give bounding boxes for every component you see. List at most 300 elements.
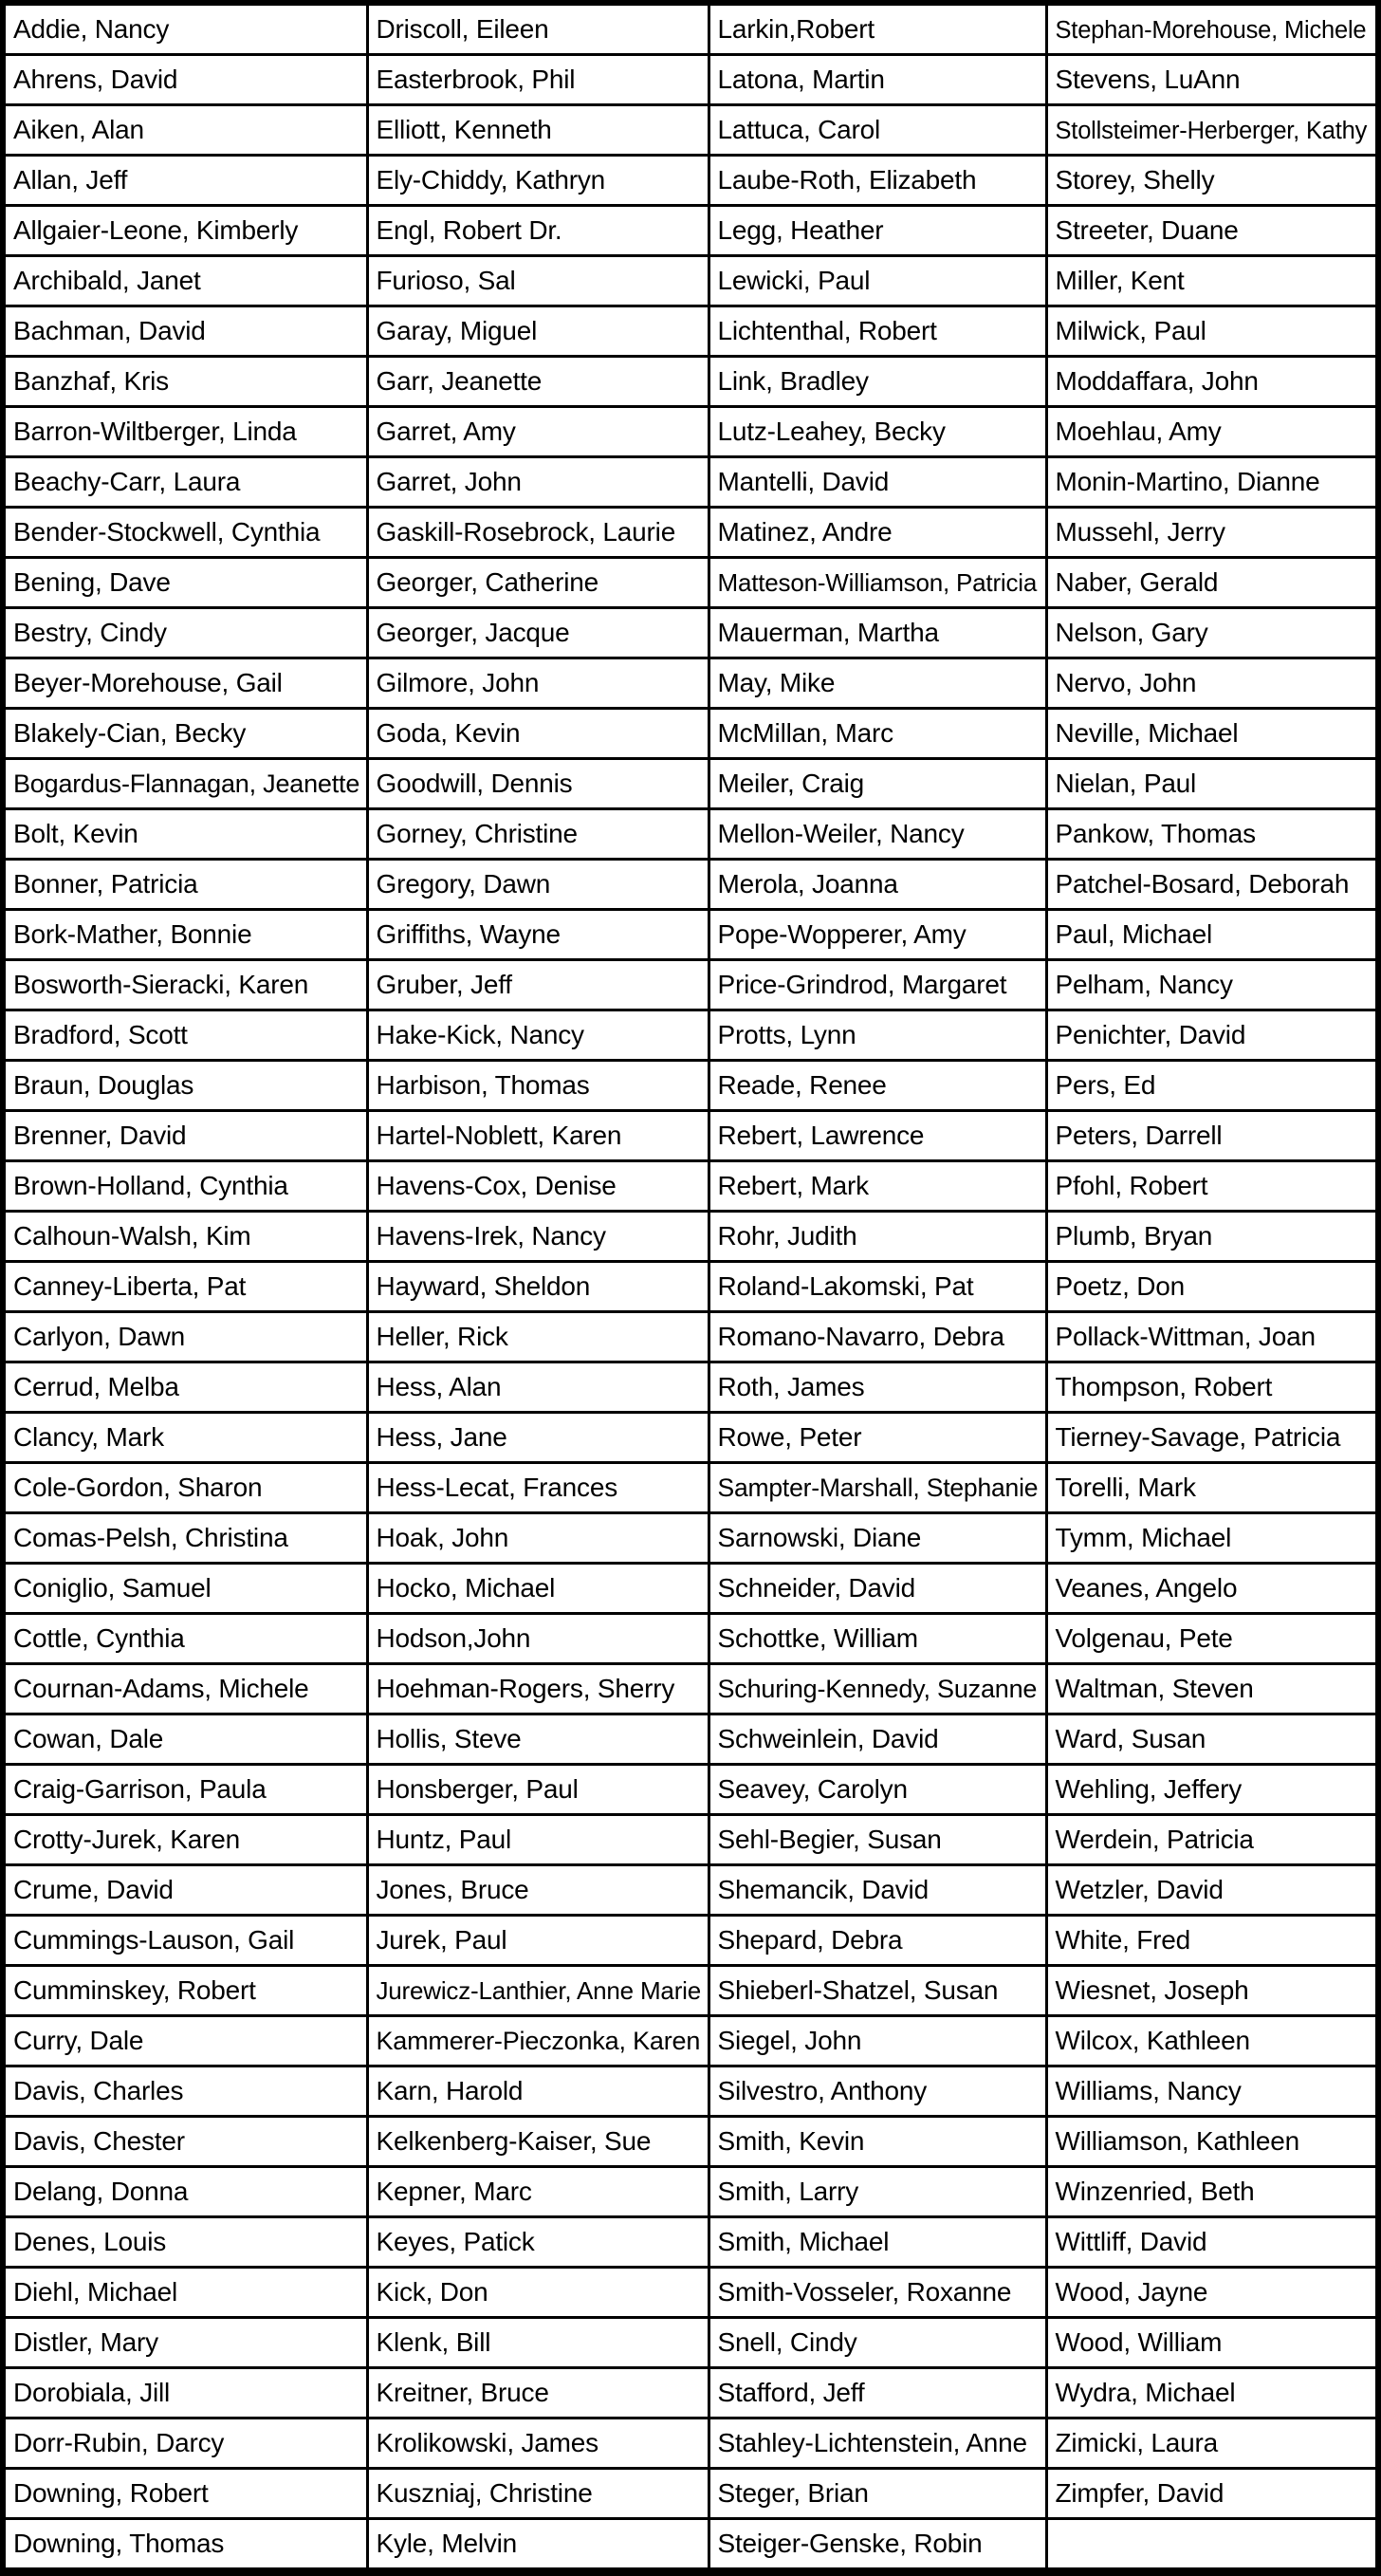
- name-cell: [1046, 2268, 1378, 2318]
- name-label: Gilmore, John: [376, 668, 540, 697]
- table-row: [3, 1161, 1378, 1212]
- name-label: Nielan, Paul: [1055, 769, 1197, 798]
- table-row: [3, 1765, 1378, 1815]
- name-label: Clancy, Mark: [13, 1422, 164, 1452]
- name-cell: [367, 2217, 709, 2268]
- name-label: Downing, Thomas: [13, 2529, 225, 2558]
- name-label: Silvestro, Anthony: [717, 2076, 928, 2105]
- name-label: Hollis, Steve: [376, 1724, 522, 1753]
- name-cell: [367, 407, 709, 457]
- name-label: Schottke, William: [717, 1623, 918, 1653]
- name-label: Moddaffara, John: [1055, 366, 1259, 396]
- name-label: Huntz, Paul: [376, 1825, 512, 1854]
- name-cell: [367, 1111, 709, 1161]
- name-cell: [3, 2066, 367, 2117]
- name-cell: [1046, 1564, 1378, 1614]
- name-label: Beyer-Morehouse, Gail: [13, 668, 283, 697]
- name-label: Lewicki, Paul: [717, 266, 871, 295]
- name-cell: [367, 55, 709, 105]
- name-label: Garret, John: [376, 467, 522, 496]
- name-cell: [1046, 2217, 1378, 2268]
- name-label: Diehl, Michael: [13, 2277, 178, 2307]
- table-row: [3, 1463, 1378, 1513]
- table-row: [3, 1916, 1378, 1966]
- table-row: [3, 1061, 1378, 1111]
- name-label: Zimpfer, David: [1055, 2478, 1224, 2508]
- name-cell: [3, 1010, 367, 1061]
- name-label: Matinez, Andre: [717, 517, 893, 547]
- name-cell: [1046, 608, 1378, 658]
- name-label: Driscoll, Eileen: [376, 14, 549, 44]
- name-cell: [367, 256, 709, 306]
- name-cell: [367, 1916, 709, 1966]
- table-row: [3, 1413, 1378, 1463]
- name-cell: [367, 709, 709, 759]
- name-cell: [1046, 1664, 1378, 1714]
- name-label: Distler, Mary: [13, 2327, 158, 2357]
- name-label: Kreitner, Bruce: [376, 2378, 549, 2407]
- name-label: Steiger-Genske, Robin: [717, 2529, 983, 2558]
- name-cell: [367, 1815, 709, 1865]
- name-label: Storey, Shelly: [1055, 165, 1215, 195]
- name-cell: [3, 1362, 367, 1413]
- name-cell: [3, 1312, 367, 1362]
- name-label: Wetzler, David: [1055, 1875, 1224, 1904]
- name-cell: [1046, 2117, 1378, 2167]
- name-label: McMillan, Marc: [717, 718, 893, 748]
- name-cell: [1046, 1463, 1378, 1513]
- name-cell: [1046, 558, 1378, 608]
- name-cell: [3, 1815, 367, 1865]
- name-cell: [1046, 105, 1378, 156]
- name-cell: [709, 1212, 1046, 1262]
- name-cell: [3, 3, 367, 55]
- name-cell: [709, 2016, 1046, 2066]
- name-label: Hoak, John: [376, 1523, 509, 1552]
- name-cell: [1046, 860, 1378, 910]
- table-row: [3, 1865, 1378, 1916]
- name-label: Stahley-Lichtenstein, Anne: [717, 2428, 1027, 2457]
- name-label: Krolikowski, James: [376, 2428, 598, 2457]
- name-label: Link, Bradley: [717, 366, 869, 396]
- name-label: Bork-Mather, Bonnie: [13, 919, 252, 949]
- name-cell: [1046, 3, 1378, 55]
- name-cell: [3, 2268, 367, 2318]
- name-label: Schuring-Kennedy, Suzanne: [717, 1675, 1038, 1703]
- name-cell: [709, 2469, 1046, 2519]
- name-cell: [1046, 1614, 1378, 1664]
- name-cell: [367, 960, 709, 1010]
- name-label: Delang, Donna: [13, 2177, 189, 2206]
- name-label: Harbison, Thomas: [376, 1070, 590, 1100]
- name-cell: [1046, 759, 1378, 809]
- name-cell: [709, 156, 1046, 206]
- name-cell: [367, 608, 709, 658]
- name-cell: [709, 1815, 1046, 1865]
- table-row: [3, 2066, 1378, 2117]
- name-label: Furioso, Sal: [376, 266, 516, 295]
- name-label: Honsberger, Paul: [376, 1774, 579, 1804]
- table-row: [3, 1614, 1378, 1664]
- name-cell: [709, 457, 1046, 508]
- name-label: Smith, Michael: [717, 2227, 890, 2256]
- name-cell: [1046, 156, 1378, 206]
- name-label: Wittliff, David: [1055, 2227, 1207, 2256]
- name-cell: [1046, 1161, 1378, 1212]
- name-cell: [3, 1714, 367, 1765]
- table-row: [3, 910, 1378, 960]
- table-row: [3, 2368, 1378, 2418]
- name-cell: [709, 2066, 1046, 2117]
- name-label: Cumminskey, Robert: [13, 1975, 256, 2005]
- name-cell: [3, 1765, 367, 1815]
- name-cell: [709, 2117, 1046, 2167]
- name-label: Elliott, Kenneth: [376, 115, 552, 144]
- name-label: Torelli, Mark: [1055, 1473, 1196, 1502]
- name-label: Crotty-Jurek, Karen: [13, 1825, 240, 1854]
- name-cell: [709, 960, 1046, 1010]
- name-cell: [1046, 1966, 1378, 2016]
- name-label: Pelham, Nancy: [1055, 970, 1233, 999]
- name-cell: [1046, 1010, 1378, 1061]
- name-label: Heller, Rick: [376, 1322, 508, 1351]
- name-label: Pope-Wopperer, Amy: [717, 919, 967, 949]
- name-cell: [1046, 407, 1378, 457]
- name-cell: [3, 206, 367, 256]
- name-label: Stephan-Morehouse, Michele: [1055, 17, 1367, 44]
- name-cell: [1046, 1815, 1378, 1865]
- name-label: Gaskill-Rosebrock, Laurie: [376, 517, 676, 547]
- name-cell: [709, 55, 1046, 105]
- name-cell: [3, 558, 367, 608]
- name-cell: [3, 759, 367, 809]
- name-cell: [3, 1664, 367, 1714]
- name-cell: [1046, 1061, 1378, 1111]
- name-label: Bosworth-Sieracki, Karen: [13, 970, 309, 999]
- name-label: Bender-Stockwell, Cynthia: [13, 517, 321, 547]
- name-cell: [3, 2519, 367, 2572]
- name-cell: [367, 2016, 709, 2066]
- name-cell: [3, 1161, 367, 1212]
- table-row: [3, 2268, 1378, 2318]
- name-label: Hocko, Michael: [376, 1573, 556, 1603]
- name-cell: [709, 508, 1046, 558]
- name-label: Schneider, David: [717, 1573, 915, 1603]
- name-label: Davis, Chester: [13, 2126, 185, 2156]
- name-label: Wiesnet, Joseph: [1055, 1975, 1249, 2005]
- name-cell: [1046, 206, 1378, 256]
- name-cell: [709, 558, 1046, 608]
- name-cell: [367, 1362, 709, 1413]
- name-label: Wehling, Jeffery: [1055, 1774, 1243, 1804]
- name-label: Keyes, Patick: [376, 2227, 535, 2256]
- table-row: [3, 1010, 1378, 1061]
- name-cell: [1046, 2519, 1378, 2572]
- name-label: Laube-Roth, Elizabeth: [717, 165, 977, 195]
- name-cell: [3, 2217, 367, 2268]
- name-cell: [367, 2117, 709, 2167]
- name-label: Archibald, Janet: [13, 266, 201, 295]
- name-label: Allgaier-Leone, Kimberly: [13, 215, 299, 245]
- name-label: Tierney-Savage, Patricia: [1055, 1422, 1341, 1452]
- name-label: Pers, Ed: [1055, 1070, 1156, 1100]
- name-cell: [3, 156, 367, 206]
- name-cell: [1046, 2016, 1378, 2066]
- name-cell: [3, 1212, 367, 1262]
- name-cell: [709, 1765, 1046, 1815]
- name-label: Rowe, Peter: [717, 1422, 862, 1452]
- name-label: Gorney, Christine: [376, 819, 578, 848]
- name-label: Naber, Gerald: [1055, 567, 1219, 597]
- name-label: Allan, Jeff: [13, 165, 128, 195]
- name-label: Mussehl, Jerry: [1055, 517, 1225, 547]
- name-label: Reade, Renee: [717, 1070, 887, 1100]
- name-cell: [709, 2519, 1046, 2572]
- name-label: Cerrud, Melba: [13, 1372, 179, 1401]
- name-cell: [367, 1765, 709, 1815]
- table-row: [3, 1312, 1378, 1362]
- name-cell: [1046, 960, 1378, 1010]
- name-label: Legg, Heather: [717, 215, 884, 245]
- name-cell: [1046, 2167, 1378, 2217]
- name-cell: [367, 910, 709, 960]
- name-cell: [709, 1161, 1046, 1212]
- name-cell: [3, 709, 367, 759]
- name-cell: [367, 1966, 709, 2016]
- name-cell: [367, 2469, 709, 2519]
- table-row: [3, 1815, 1378, 1865]
- table-row: [3, 2117, 1378, 2167]
- name-cell: [709, 658, 1046, 709]
- name-cell: [1046, 1865, 1378, 1916]
- table-row: [3, 658, 1378, 709]
- name-cell: [3, 2016, 367, 2066]
- name-cell: [3, 357, 367, 407]
- name-cell: [3, 809, 367, 860]
- name-label: Rebert, Lawrence: [717, 1121, 925, 1150]
- name-label: Williams, Nancy: [1055, 2076, 1242, 2105]
- name-label: Waltman, Steven: [1055, 1674, 1254, 1703]
- name-cell: [367, 1010, 709, 1061]
- name-cell: [367, 1161, 709, 1212]
- name-cell: [709, 306, 1046, 357]
- name-cell: [367, 2368, 709, 2418]
- name-cell: [709, 759, 1046, 809]
- name-cell: [3, 860, 367, 910]
- name-cell: [1046, 1312, 1378, 1362]
- name-label: Mellon-Weiler, Nancy: [717, 819, 965, 848]
- name-cell: [3, 306, 367, 357]
- name-label: Griffiths, Wayne: [376, 919, 561, 949]
- name-label: Hess-Lecat, Frances: [376, 1473, 618, 1502]
- name-cell: [367, 1714, 709, 1765]
- name-cell: [1046, 809, 1378, 860]
- name-cell: [1046, 1413, 1378, 1463]
- name-cell: [709, 256, 1046, 306]
- name-label: Cole-Gordon, Sharon: [13, 1473, 263, 1502]
- name-cell: [709, 608, 1046, 658]
- name-label: Craig-Garrison, Paula: [13, 1774, 267, 1804]
- table-row: [3, 1111, 1378, 1161]
- name-cell: [1046, 2368, 1378, 2418]
- name-label: Paul, Michael: [1055, 919, 1212, 949]
- name-label: Pfohl, Robert: [1055, 1171, 1208, 1200]
- table-row: [3, 457, 1378, 508]
- name-cell: [709, 2167, 1046, 2217]
- name-cell: [1046, 1714, 1378, 1765]
- name-cell: [367, 457, 709, 508]
- name-cell: [367, 1413, 709, 1463]
- name-label: Ahrens, David: [13, 65, 178, 94]
- name-label: Protts, Lynn: [717, 1020, 856, 1049]
- name-label: Georger, Catherine: [376, 567, 599, 597]
- name-cell: [3, 1413, 367, 1463]
- name-cell: [367, 1262, 709, 1312]
- name-directory-table-body: [3, 3, 1378, 2572]
- table-row: [3, 2519, 1378, 2572]
- name-label: Plumb, Bryan: [1055, 1221, 1213, 1251]
- name-label: White, Fred: [1055, 1925, 1191, 1955]
- name-cell: [3, 2368, 367, 2418]
- name-label: Merola, Joanna: [717, 869, 898, 899]
- name-cell: [367, 809, 709, 860]
- name-cell: [709, 2217, 1046, 2268]
- name-label: Coniglio, Samuel: [13, 1573, 212, 1603]
- name-label: Kuszniaj, Christine: [376, 2478, 593, 2508]
- name-label: Kammerer-Pieczonka, Karen: [376, 2027, 701, 2055]
- name-label: Calhoun-Walsh, Kim: [13, 1221, 251, 1251]
- name-label: Bradford, Scott: [13, 1020, 188, 1049]
- name-cell: [1046, 658, 1378, 709]
- name-cell: [709, 1010, 1046, 1061]
- name-label: Shemancik, David: [717, 1875, 929, 1904]
- name-cell: [709, 1413, 1046, 1463]
- name-label: Brown-Holland, Cynthia: [13, 1171, 288, 1200]
- name-cell: [367, 2519, 709, 2572]
- table-row: [3, 357, 1378, 407]
- name-cell: [3, 910, 367, 960]
- name-cell: [709, 3, 1046, 55]
- name-cell: [367, 1865, 709, 1916]
- table-row: [3, 508, 1378, 558]
- name-label: Nervo, John: [1055, 668, 1197, 697]
- name-label: Poetz, Don: [1055, 1271, 1186, 1301]
- name-label: Braun, Douglas: [13, 1070, 194, 1100]
- name-label: Jurewicz-Lanthier, Anne Marie: [376, 1976, 701, 2005]
- table-row: [3, 105, 1378, 156]
- name-cell: [3, 1463, 367, 1513]
- name-label: Smith, Larry: [717, 2177, 859, 2206]
- name-label: Larkin,Robert: [717, 14, 875, 44]
- name-label: Siegel, John: [717, 2026, 862, 2055]
- name-cell: [1046, 508, 1378, 558]
- name-label: Bening, Dave: [13, 567, 171, 597]
- table-row: [3, 1714, 1378, 1765]
- name-label: Wood, William: [1055, 2327, 1223, 2357]
- name-label: Bogardus-Flannagan, Jeanette: [13, 769, 360, 798]
- name-label: Hartel-Noblett, Karen: [376, 1121, 622, 1150]
- table-row: [3, 709, 1378, 759]
- name-cell: [3, 2469, 367, 2519]
- name-cell: [1046, 2066, 1378, 2117]
- name-label: Bonner, Patricia: [13, 869, 198, 899]
- name-cell: [3, 2318, 367, 2368]
- name-label: Banzhaf, Kris: [13, 366, 169, 396]
- name-label: Steger, Brian: [717, 2478, 869, 2508]
- name-label: Engl, Robert Dr.: [376, 215, 562, 245]
- name-label: Canney-Liberta, Pat: [13, 1271, 247, 1301]
- name-label: Patchel-Bosard, Deborah: [1055, 869, 1350, 899]
- name-label: Stafford, Jeff: [717, 2378, 865, 2407]
- name-cell: [3, 407, 367, 457]
- name-label: Gregory, Dawn: [376, 869, 551, 899]
- name-cell: [3, 256, 367, 306]
- name-cell: [367, 508, 709, 558]
- name-label: Denes, Louis: [13, 2227, 167, 2256]
- name-cell: [367, 1212, 709, 1262]
- name-label: Monin-Martino, Dianne: [1055, 467, 1320, 496]
- name-cell: [1046, 1765, 1378, 1815]
- table-row: [3, 156, 1378, 206]
- name-cell: [367, 306, 709, 357]
- table-row: [3, 256, 1378, 306]
- name-cell: [709, 1714, 1046, 1765]
- name-cell: [367, 2418, 709, 2469]
- name-label: Garr, Jeanette: [376, 366, 543, 396]
- name-cell: [3, 1966, 367, 2016]
- name-label: Stollsteimer-Herberger, Kathy: [1055, 118, 1368, 144]
- name-label: Havens-Irek, Nancy: [376, 1221, 606, 1251]
- name-label: Mauerman, Martha: [717, 618, 939, 647]
- name-label: Curry, Dale: [13, 2026, 144, 2055]
- table-row: [3, 809, 1378, 860]
- name-cell: [3, 1111, 367, 1161]
- name-label: Lutz-Leahey, Becky: [717, 417, 946, 446]
- name-label: Garret, Amy: [376, 417, 516, 446]
- name-cell: [367, 357, 709, 407]
- name-cell: [367, 1513, 709, 1564]
- name-label: Bestry, Cindy: [13, 618, 167, 647]
- name-cell: [709, 1916, 1046, 1966]
- name-cell: [367, 558, 709, 608]
- name-label: Jones, Bruce: [376, 1875, 529, 1904]
- name-label: Lattuca, Carol: [717, 115, 881, 144]
- name-label: Rohr, Judith: [717, 1221, 857, 1251]
- name-cell: [1046, 357, 1378, 407]
- table-row: [3, 407, 1378, 457]
- name-cell: [367, 3, 709, 55]
- name-cell: [1046, 1111, 1378, 1161]
- name-cell: [3, 2117, 367, 2167]
- table-row: [3, 759, 1378, 809]
- name-label: Pankow, Thomas: [1055, 819, 1256, 848]
- table-row: [3, 608, 1378, 658]
- name-label: Price-Grindrod, Margaret: [717, 970, 1007, 999]
- name-cell: [1046, 306, 1378, 357]
- name-label: Dorobiala, Jill: [13, 2378, 171, 2407]
- name-cell: [3, 508, 367, 558]
- name-label: Wilcox, Kathleen: [1055, 2026, 1250, 2055]
- name-cell: [367, 1061, 709, 1111]
- name-cell: [709, 2418, 1046, 2469]
- name-cell: [1046, 2418, 1378, 2469]
- name-cell: [709, 1513, 1046, 1564]
- name-label: Winzenried, Beth: [1055, 2177, 1255, 2206]
- name-label: Bolt, Kevin: [13, 819, 138, 848]
- name-cell: [367, 1463, 709, 1513]
- name-cell: [709, 206, 1046, 256]
- name-label: Milwick, Paul: [1055, 316, 1206, 345]
